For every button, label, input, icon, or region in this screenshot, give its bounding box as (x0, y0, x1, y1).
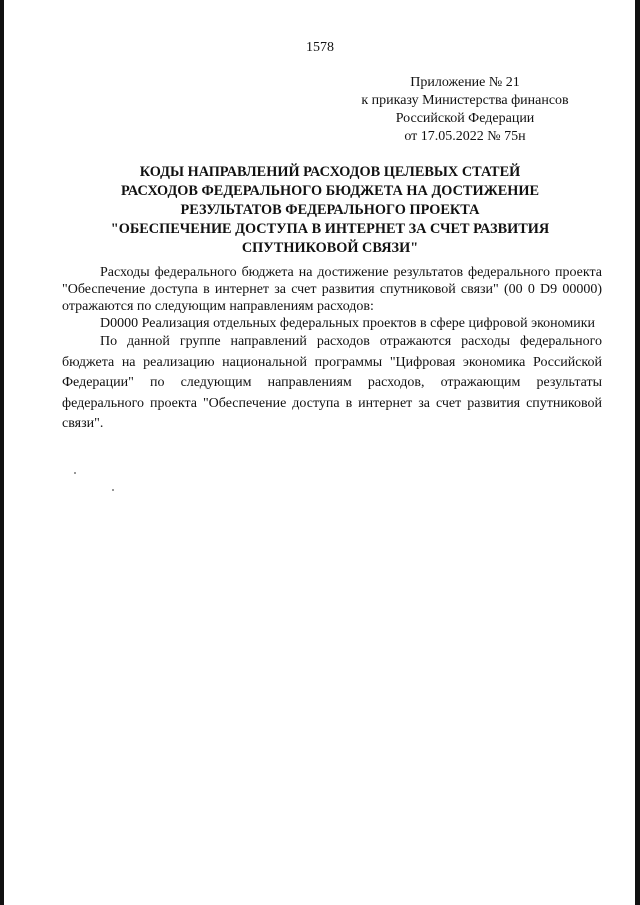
appendix-authority: Российской Федерации (395, 111, 535, 126)
scan-speck (112, 489, 114, 491)
title-line: "ОБЕСПЕЧЕНИЕ ДОСТУПА В ИНТЕРНЕТ ЗА СЧЕТ РАЗВИТИЯ (110, 221, 550, 237)
document-title (70, 163, 590, 258)
scan-edge-left (0, 0, 4, 905)
title-line: КОДЫ НАПРАВЛЕНИЙ РАСХОДОВ ЦЕЛЕВЫХ СТАТЕЙ (139, 164, 521, 180)
body-paragraph: Расходы федерального бюджета на достижение результатов федерального проекта "Обеспечение доступа в интернет за счет развития спутниковой связи" (00 0 D9 00000) отражаются по следующим направлениям расходов: (62, 265, 602, 314)
page-number: 1578 (306, 40, 334, 55)
body-paragraph: По данной группе направлений расходов отражаются расходы федерального бюджета на реализацию национальной программы "Цифровая экономика Российской Федерации" по следующим направлениям расходов, отражающим результаты федерального проекта "Обеспечение доступа в интернет за счет развития спутниковой связи". (62, 334, 602, 431)
document-body (62, 264, 602, 435)
title-line: РАСХОДОВ ФЕДЕРАЛЬНОГО БЮДЖЕТА НА ДОСТИЖЕНИЕ (120, 183, 540, 199)
appendix-number: Приложение № 21 (410, 75, 520, 90)
appendix-block (340, 74, 590, 146)
scan-edge-right (635, 0, 640, 905)
appendix-order: к приказу Министерства финансов (361, 93, 569, 108)
title-line: РЕЗУЛЬТАТОВ ФЕДЕРАЛЬНОГО ПРОЕКТА (180, 202, 480, 218)
body-paragraph: D0000 Реализация отдельных федеральных проектов в сфере цифровой экономики (100, 316, 596, 331)
appendix-date: от 17.05.2022 № 75н (404, 129, 526, 144)
scan-speck (74, 472, 76, 474)
title-line: СПУТНИКОВОЙ СВЯЗИ" (241, 240, 419, 256)
